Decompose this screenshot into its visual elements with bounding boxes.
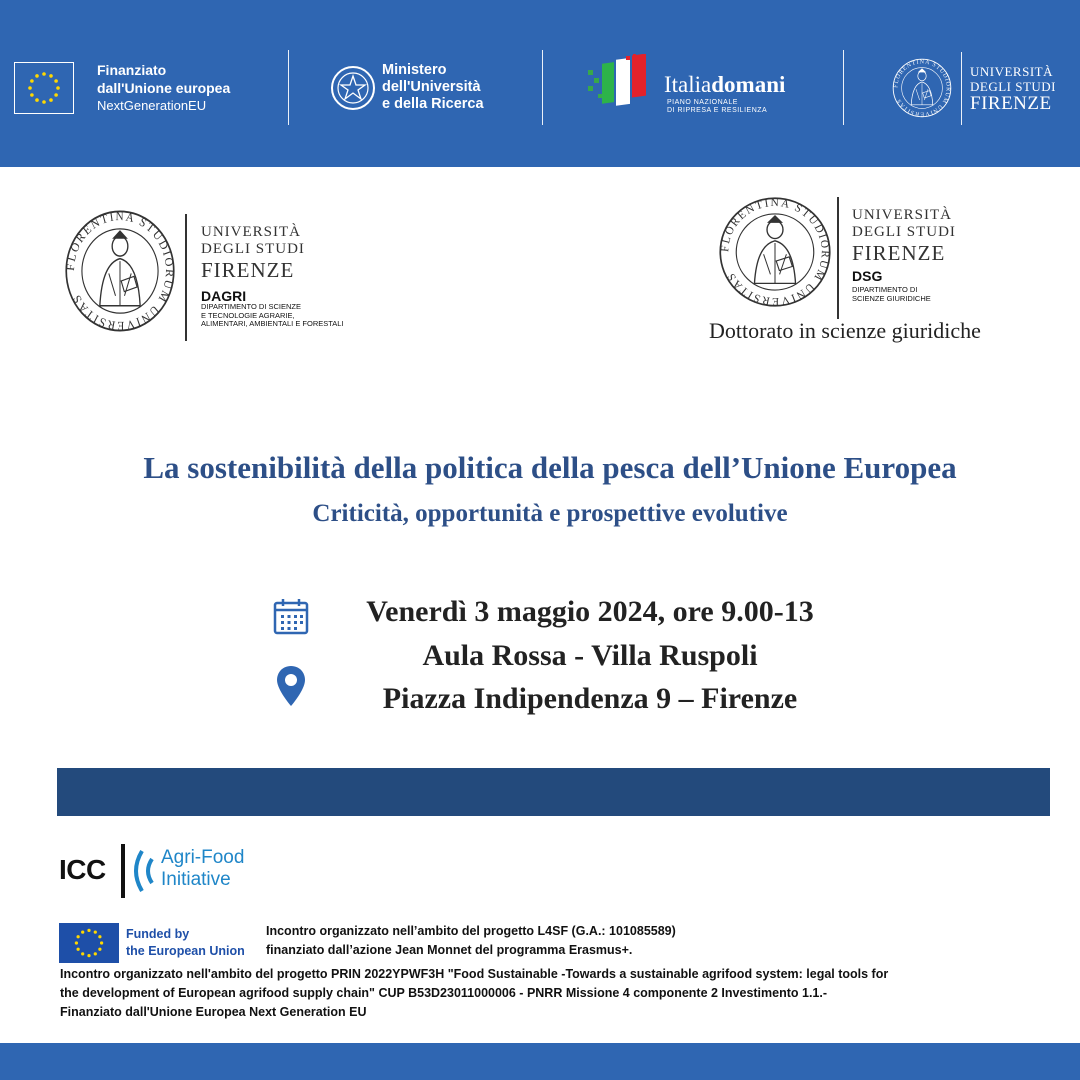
dsg-divider <box>837 197 839 319</box>
icc-abbr: ICC <box>59 854 106 885</box>
l4sf-note: Incontro organizzato nell’ambito del progetto L4SF (G.A.: 101085589) finanziato dall’azione Jean Monnet del programma Erasmus+. <box>266 924 676 957</box>
mur-label: Ministero dell'Università e della Ricerca <box>382 62 484 112</box>
eu-flag-icon <box>14 62 74 114</box>
unifi-divider <box>961 52 962 125</box>
italiadomani-flag-icon <box>586 54 660 121</box>
dagri-dept-name: DAGRI <box>201 288 247 304</box>
eu-flag-icon <box>59 923 119 963</box>
dsg-doctorate-caption: Dottorato in scienze giuridiche <box>709 318 981 343</box>
header-divider <box>843 50 844 125</box>
dsg-unifi-label: UNIVERSITÀ DEGLI STUDI FIRENZE <box>852 207 956 265</box>
dagri-divider <box>185 214 187 341</box>
unifi-seal-icon <box>892 56 952 125</box>
dagri-unifi-label: UNIVERSITÀ DEGLI STUDI FIRENZE <box>201 224 305 282</box>
divider-bar <box>57 768 1050 816</box>
header-divider <box>288 50 289 125</box>
event-venue: Aula Rossa - Villa Ruspoli <box>422 639 758 672</box>
icc-label: Agri-Food Initiative <box>161 847 245 890</box>
funded-by-eu-label: Funded by the European Union <box>126 927 245 958</box>
dagri-dept-full: DIPARTIMENTO DI SCIENZE E TECNOLOGIE AGRARIE, ALIMENTARI, AMBIENTALI E FORESTALI <box>201 302 344 328</box>
header-bar <box>0 0 1080 167</box>
prin-note: Incontro organizzato nell'ambito del progetto PRIN 2022YPWF3H "Food Sustainable -Towards a sustainable agrifood system: legal tools for the development of European agrifood supply chain" CUP B53D23011000006 - PNRR Missione 4 componente 2 Investimento 1.1.- Finanziato dall'Unione Europea Next Generation EU <box>60 967 889 1019</box>
footer-bar <box>0 1043 1080 1080</box>
italiadomani-label: Italiadomani <box>664 72 786 97</box>
eu-funding-label: Finanziato dall'Unione europea NextGenerationEU <box>97 62 231 113</box>
header-divider <box>542 50 543 125</box>
unifi-header-label: UNIVERSITÀ DEGLI STUDI FIRENZE <box>970 64 1057 114</box>
dagri-seal-icon <box>64 209 176 338</box>
dsg-seal-icon <box>718 196 832 313</box>
dsg-dept-full: DIPARTIMENTO DI SCIENZE GIURIDICHE <box>852 285 931 303</box>
event-title: La sostenibilità della politica della pesca dell’Unione Europea <box>143 450 957 485</box>
republic-emblem-icon <box>330 63 376 118</box>
event-date: Venerdì 3 maggio 2024, ore 9.00-13 <box>366 595 814 628</box>
event-address: Piazza Indipendenza 9 – Firenze <box>382 682 798 715</box>
event-subtitle: Criticità, opportunità e prospettive evolutive <box>312 500 788 527</box>
dsg-dept-name: DSG <box>852 268 883 284</box>
italiadomani-sublabel: PIANO NAZIONALE DI RIPRESA E RESILIENZA <box>667 99 768 114</box>
icc-wave-icon <box>120 843 158 904</box>
